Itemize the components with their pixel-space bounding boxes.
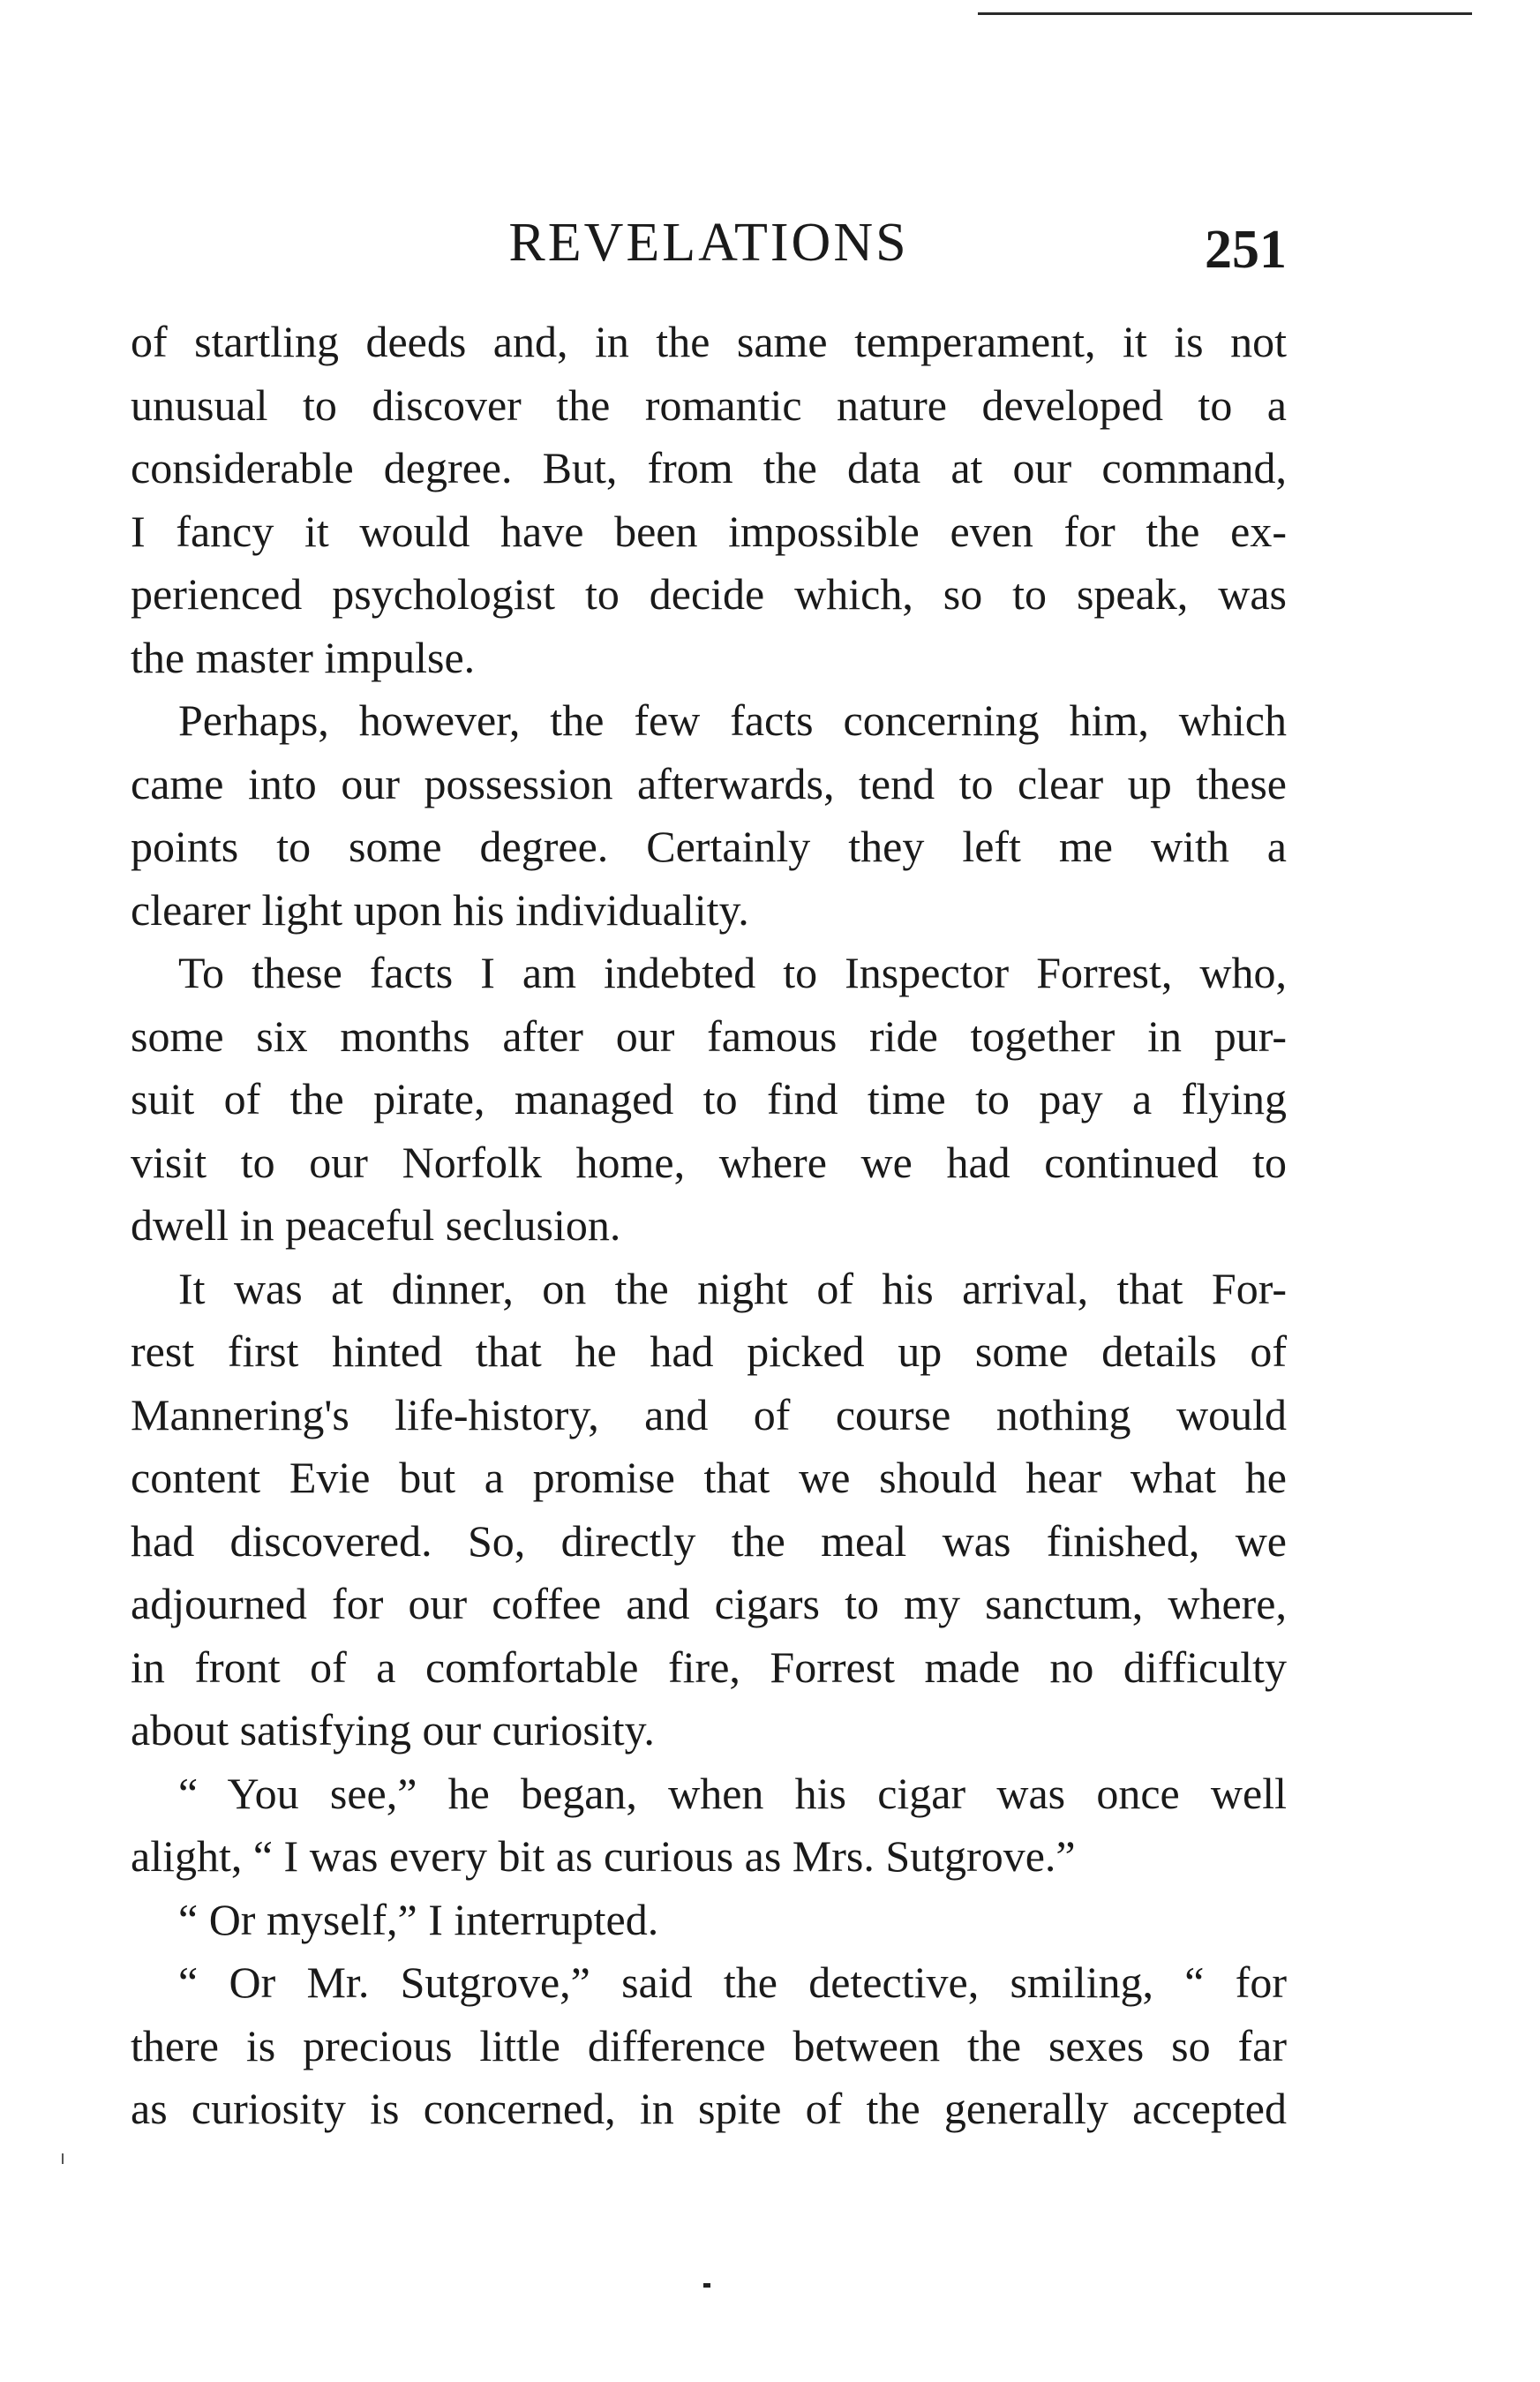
bottom-mark bbox=[703, 2283, 710, 2288]
text-line: Mannering's life-history, and of course nothing would bbox=[131, 1389, 1287, 1439]
text-line: there is precious little difference between the sexes so far bbox=[131, 2020, 1287, 2070]
running-head bbox=[131, 207, 1287, 278]
text-line: content Evie but a promise that we should hear what he bbox=[131, 1453, 1287, 1502]
text-line: alight, “ I was every bit as curious as Mrs. Sutgrove.” bbox=[131, 1831, 1076, 1881]
page-number: 251 bbox=[1205, 220, 1287, 280]
text-line: unusual to discover the romantic nature developed to a bbox=[131, 379, 1287, 430]
paragraph bbox=[131, 1258, 1287, 1762]
text-line: in front of a comfortable fire, Forrest made no difficulty bbox=[131, 1642, 1287, 1692]
paragraph bbox=[131, 1762, 1287, 1889]
text-line: It was at dinner, on the night of his arrival, that For- bbox=[178, 1263, 1287, 1313]
text-line: dwell in peaceful seclusion. bbox=[131, 1200, 621, 1250]
text-line: about satisfying our curiosity. bbox=[131, 1705, 655, 1755]
top-rule bbox=[978, 12, 1472, 15]
text-line: rest first hinted that he had picked up some details of bbox=[131, 1326, 1287, 1376]
text-line: adjourned for our coffee and cigars to my sanctum, where, bbox=[131, 1579, 1287, 1628]
text-line: came into our possession afterwards, tend to clear up these bbox=[131, 758, 1287, 808]
text-line: suit of the pirate, managed to find time to pay a flying bbox=[131, 1074, 1287, 1123]
text-line: visit to our Norfolk home, where we had continued to bbox=[131, 1137, 1287, 1187]
text-line: as curiosity is concerned, in spite of the generally accepted bbox=[131, 2084, 1287, 2133]
text-line: the master impulse. bbox=[131, 632, 476, 682]
gutter-mark bbox=[62, 2153, 64, 2164]
text-line: had discovered. So, directly the meal was finished, we bbox=[131, 1515, 1287, 1566]
text-line: considerable degree. But, from the data at our command, bbox=[131, 443, 1287, 492]
text-line: points to some degree. Certainly they left me with a bbox=[131, 822, 1287, 871]
text-line: “ Or Mr. Sutgrove,” said the detective, smiling, “ for bbox=[178, 1957, 1287, 2007]
text-line: some six months after our famous ride together in pur- bbox=[131, 1011, 1287, 1061]
text-line: Perhaps, however, the few facts concerning him, which bbox=[178, 695, 1287, 745]
page-body bbox=[131, 311, 1287, 2141]
paragraph bbox=[131, 311, 1287, 689]
paragraph bbox=[131, 942, 1287, 1258]
paragraph bbox=[131, 1889, 1287, 1952]
paragraph bbox=[131, 1951, 1287, 2141]
text-line: perienced psychologist to decide which, so to speak, was bbox=[131, 569, 1287, 619]
text-line: I fancy it would have been impossible even for the ex- bbox=[131, 506, 1287, 556]
paragraph bbox=[131, 689, 1287, 942]
running-title: REVELATIONS bbox=[508, 213, 909, 273]
text-line: To these facts I am indebted to Inspector Forrest, who, bbox=[178, 948, 1287, 997]
text-line: clearer light upon his individuality. bbox=[131, 884, 749, 935]
text-line: “ Or myself,” I interrupted. bbox=[178, 1894, 659, 1944]
text-line: of startling deeds and, in the same temperament, it is not bbox=[131, 317, 1287, 366]
text-line: “ You see,” he began, when his cigar was once well bbox=[178, 1768, 1287, 1818]
